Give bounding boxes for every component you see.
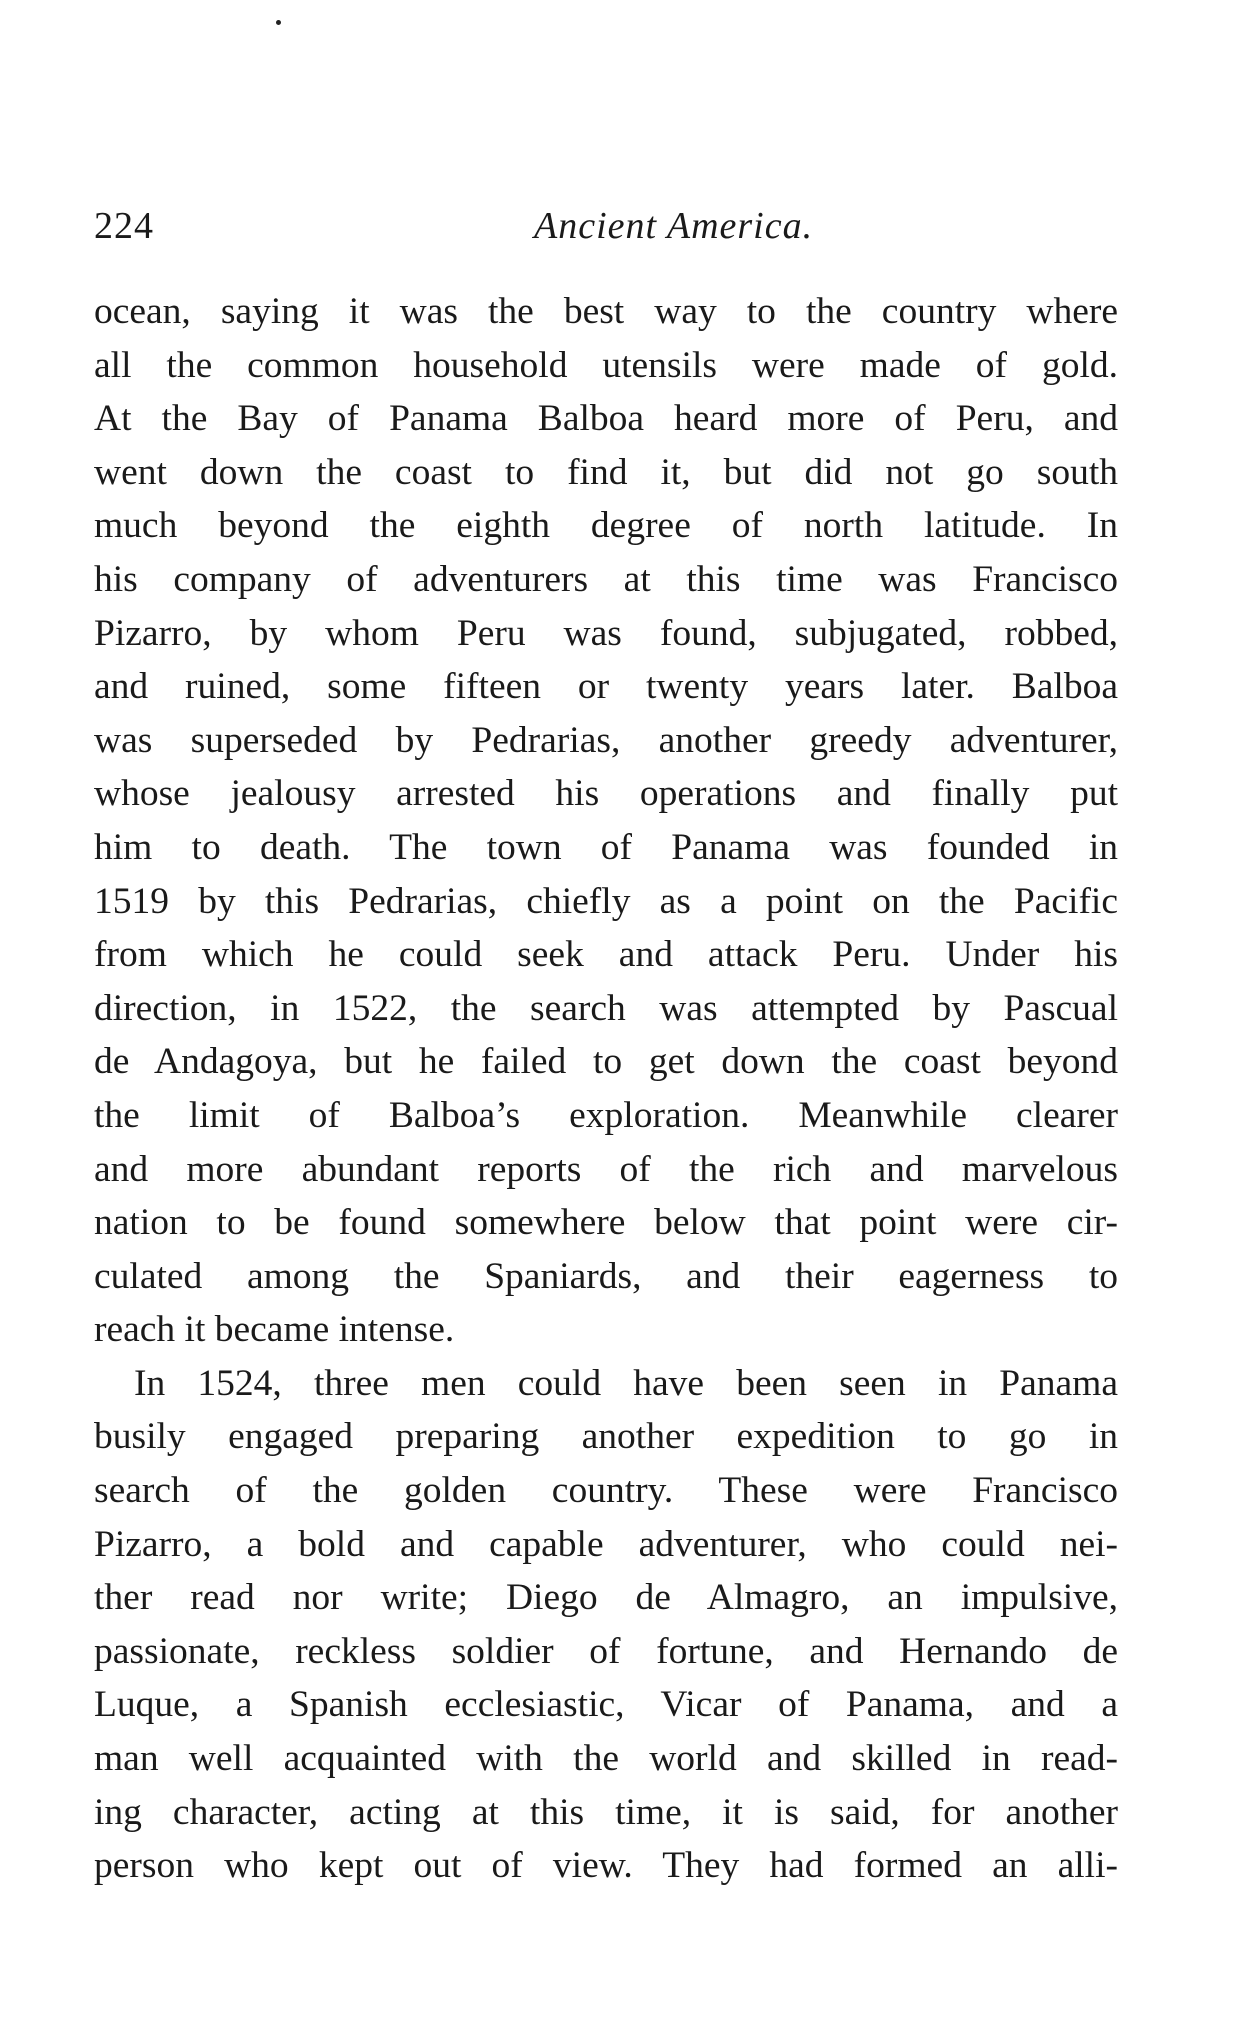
text-line: him to death. The town of Panama was founded in	[94, 826, 1118, 868]
text-line: much beyond the eighth degree of north latitude. In	[94, 505, 1118, 547]
text-line: At the Bay of Panama Balboa heard more of Peru, and	[94, 398, 1118, 440]
ink-speck	[276, 20, 281, 25]
text-line: nation to be found somewhere below that point were cir-	[94, 1202, 1118, 1244]
text-line: and more abundant reports of the rich and marvelous	[94, 1148, 1118, 1190]
text-line: 1519 by this Pedrarias, chiefly as a point on the Pacific	[94, 880, 1118, 922]
text-line: busily engaged preparing another expedition to go in	[94, 1416, 1118, 1458]
text-line: In 1524, three men could have been seen in Panama	[134, 1362, 1118, 1404]
text-line: ing character, acting at this time, it is said, for another	[94, 1791, 1118, 1833]
running-title: Ancient America.	[534, 205, 814, 247]
text-line: went down the coast to find it, but did not go south	[94, 451, 1118, 493]
text-line: all the common household utensils were made of gold.	[94, 344, 1118, 386]
text-line: culated among the Spaniards, and their eagerness to	[94, 1255, 1118, 1297]
text-line: Pizarro, by whom Peru was found, subjugated, robbed,	[94, 612, 1118, 654]
text-line: direction, in 1522, the search was attempted by Pascual	[94, 987, 1118, 1029]
text-line: reach it became intense.	[94, 1309, 455, 1351]
text-line: ocean, saying it was the best way to the country where	[94, 291, 1118, 332]
text-line: his company of adventurers at this time was Francisco	[94, 558, 1118, 600]
text-line: search of the golden country. These were Francisco	[94, 1470, 1118, 1512]
text-line: de Andagoya, but he failed to get down the coast beyond	[94, 1041, 1118, 1083]
text-line: Luque, a Spanish ecclesiastic, Vicar of Panama, and a	[94, 1684, 1118, 1726]
text-line: was superseded by Pedrarias, another greedy adventurer,	[94, 719, 1118, 761]
text-line: man well acquainted with the world and skilled in read-	[94, 1738, 1118, 1780]
text-line: whose jealousy arrested his operations and finally put	[94, 773, 1118, 815]
text-line: person who kept out of view. They had formed an alli-	[94, 1845, 1118, 1887]
page-header	[94, 196, 1124, 256]
text-line: passionate, reckless soldier of fortune, and Hernando de	[94, 1630, 1118, 1672]
page-number: 224	[94, 205, 154, 247]
text-line: the limit of Balboa’s exploration. Meanwhile clearer	[94, 1094, 1118, 1136]
text-line: from which he could seek and attack Peru. Under his	[94, 934, 1118, 976]
text-line: ther read nor write; Diego de Almagro, an impulsive,	[94, 1577, 1118, 1619]
body-text	[94, 285, 1118, 1893]
text-line: Pizarro, a bold and capable adventurer, who could nei-	[94, 1523, 1118, 1565]
text-line: and ruined, some fifteen or twenty years later. Balboa	[94, 666, 1118, 708]
